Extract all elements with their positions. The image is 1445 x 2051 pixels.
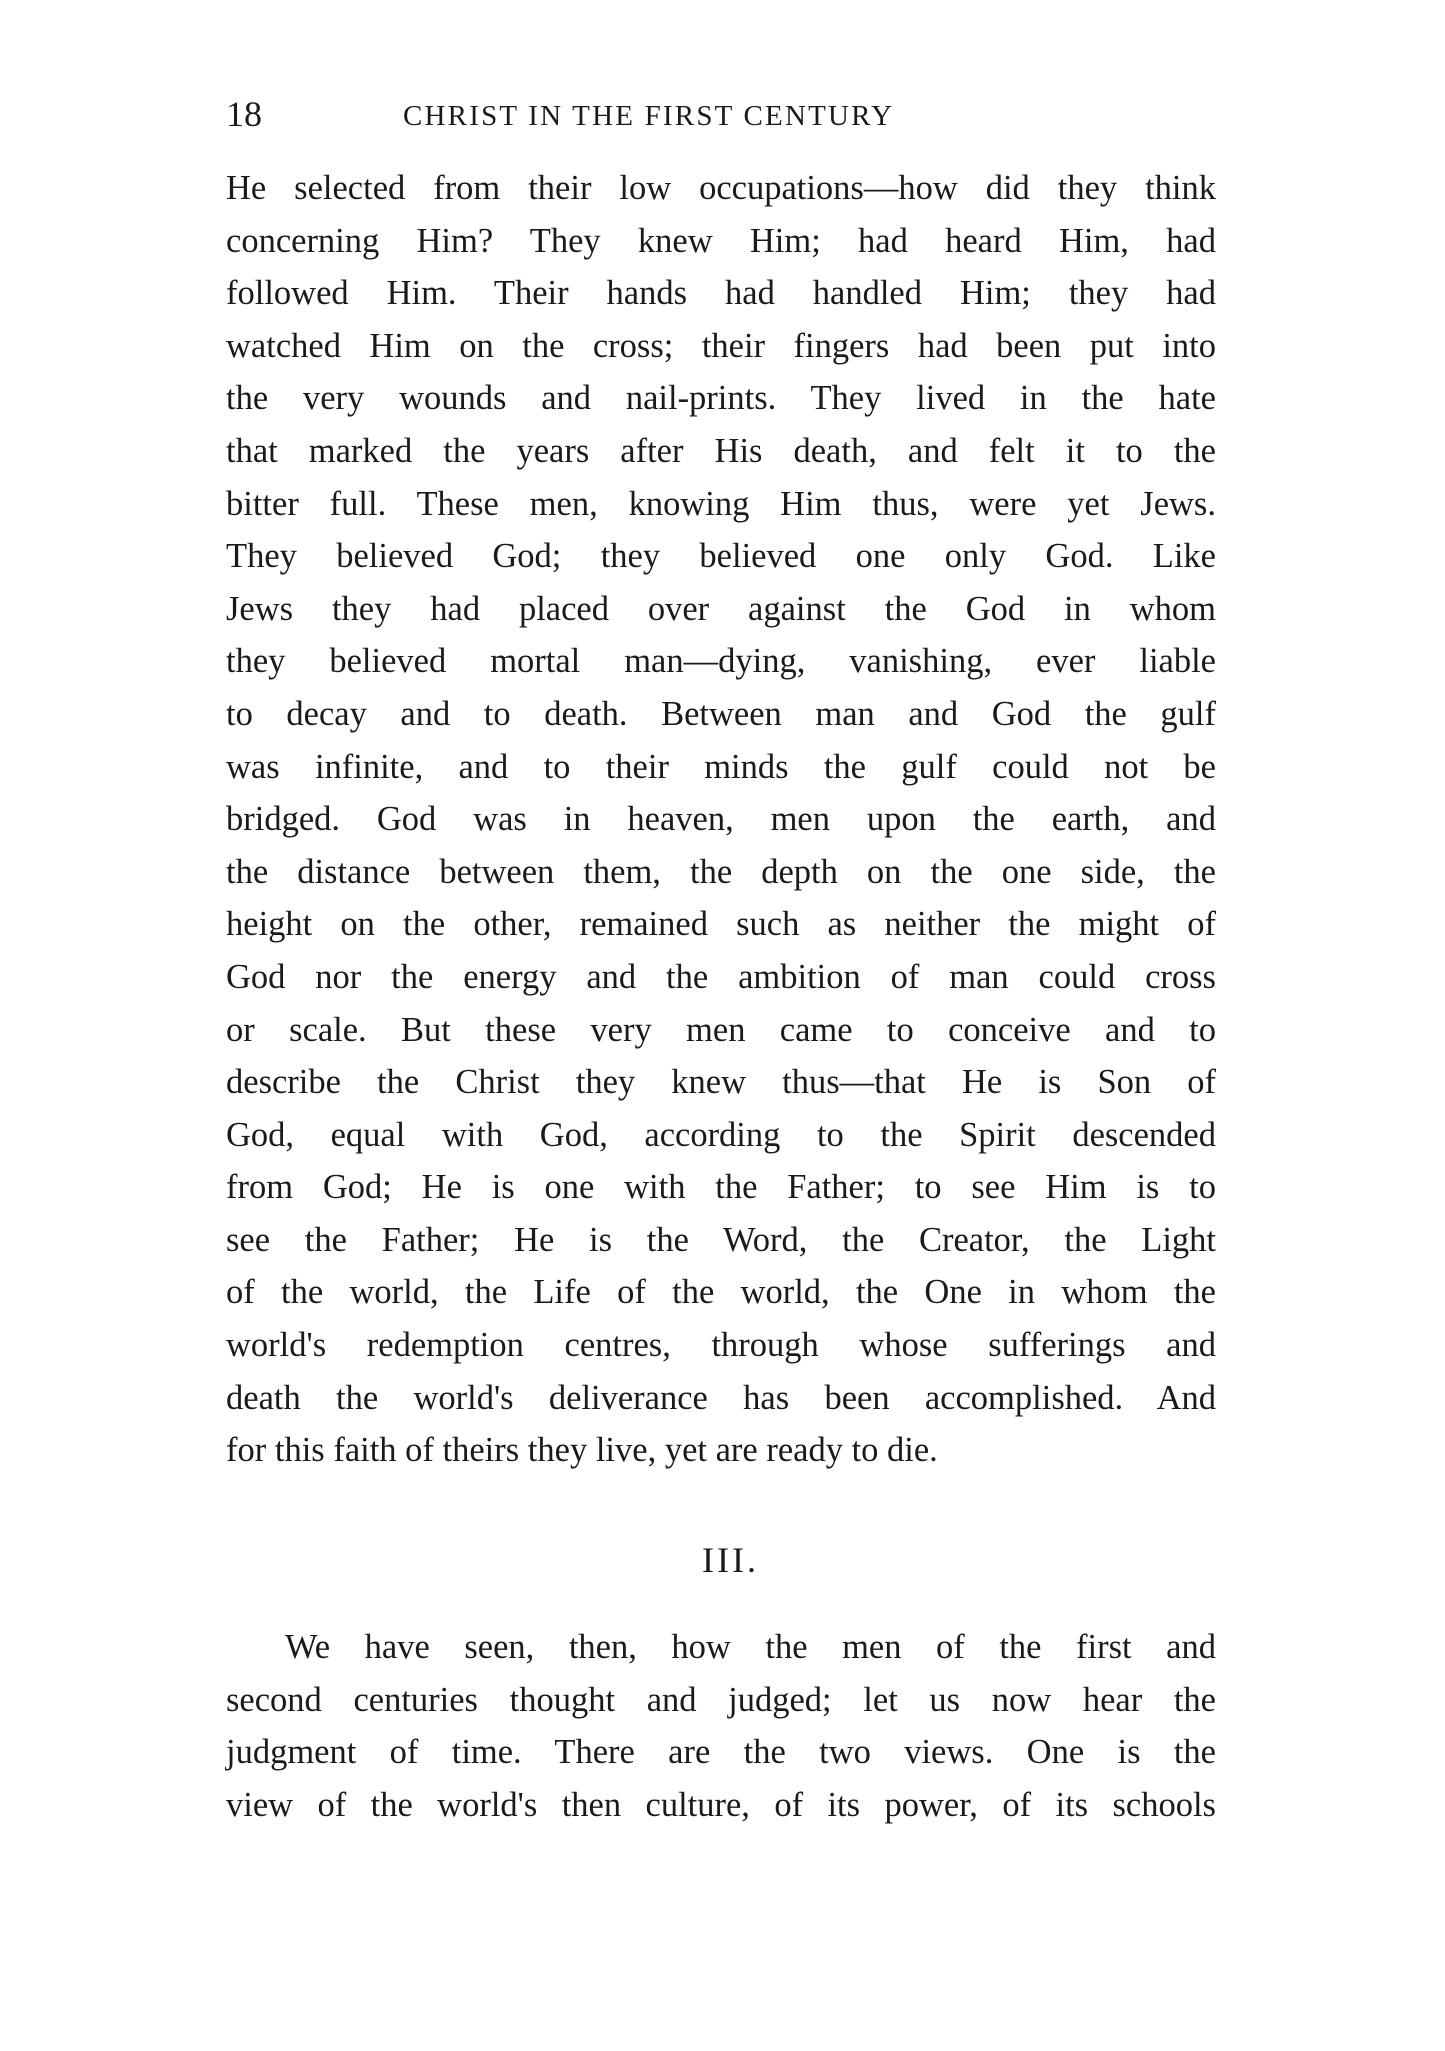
text-line: concerning Him? They knew Him; had heard Him, had bbox=[226, 221, 1216, 260]
text-line: to decay and to death. Between man and God the gulf bbox=[226, 694, 1216, 733]
text-line: bridged. God was in heaven, men upon the earth, and bbox=[226, 800, 1216, 839]
text-line: see the Father; He is the Word, the Creator, the Light bbox=[226, 1220, 1216, 1259]
text-line: for this faith of theirs they live, yet are ready to die. bbox=[226, 1431, 938, 1470]
section-heading bbox=[0, 1536, 1445, 1584]
text-line: or scale. But these very men came to conceive and to bbox=[226, 1010, 1216, 1049]
text-line: the very wounds and nail-prints. They lived in the hate bbox=[226, 379, 1216, 418]
text-line: watched Him on the cross; their fingers had been put into bbox=[226, 326, 1216, 365]
running-head bbox=[226, 92, 1226, 142]
page-number: 18 bbox=[226, 94, 262, 134]
text-line: was infinite, and to their minds the gulf could not be bbox=[226, 747, 1216, 786]
text-line: God, equal with God, according to the Spirit descended bbox=[226, 1115, 1216, 1154]
paragraph-1 bbox=[226, 162, 1216, 1477]
text-line: the distance between them, the depth on the one side, the bbox=[226, 852, 1216, 891]
paragraph-2 bbox=[226, 1621, 1216, 1831]
running-title: CHRIST IN THE FIRST CENTURY bbox=[403, 100, 895, 132]
text-line: He selected from their low occupations—how did they think bbox=[226, 169, 1216, 207]
text-line: of the world, the Life of the world, the One in whom the bbox=[226, 1273, 1216, 1312]
text-line: We have seen, then, how the men of the first and bbox=[285, 1628, 1216, 1666]
text-line: second centuries thought and judged; let us now hear the bbox=[226, 1680, 1216, 1719]
text-line: describe the Christ they knew thus—that He is Son of bbox=[226, 1063, 1216, 1102]
text-line: from God; He is one with the Father; to see Him is to bbox=[226, 1168, 1216, 1207]
text-line: judgment of time. There are the two views. One is the bbox=[226, 1733, 1216, 1772]
text-line: they believed mortal man—dying, vanishing, ever liable bbox=[226, 642, 1216, 681]
text-line: height on the other, remained such as neither the might of bbox=[226, 905, 1216, 944]
section-number: III. bbox=[702, 1540, 759, 1580]
text-line: Jews they had placed over against the God in whom bbox=[226, 589, 1216, 628]
text-line: view of the world's then culture, of its power, of its schools bbox=[226, 1785, 1216, 1824]
text-line: world's redemption centres, through whose sufferings and bbox=[226, 1326, 1216, 1365]
text-line: death the world's deliverance has been accomplished. And bbox=[226, 1378, 1216, 1417]
text-line: God nor the energy and the ambition of man could cross bbox=[226, 957, 1216, 996]
text-line: They believed God; they believed one only God. Like bbox=[226, 537, 1216, 576]
text-line: followed Him. Their hands had handled Him; they had bbox=[226, 274, 1216, 313]
text-line: that marked the years after His death, and felt it to the bbox=[226, 431, 1216, 470]
text-line: bitter full. These men, knowing Him thus, were yet Jews. bbox=[226, 484, 1216, 523]
